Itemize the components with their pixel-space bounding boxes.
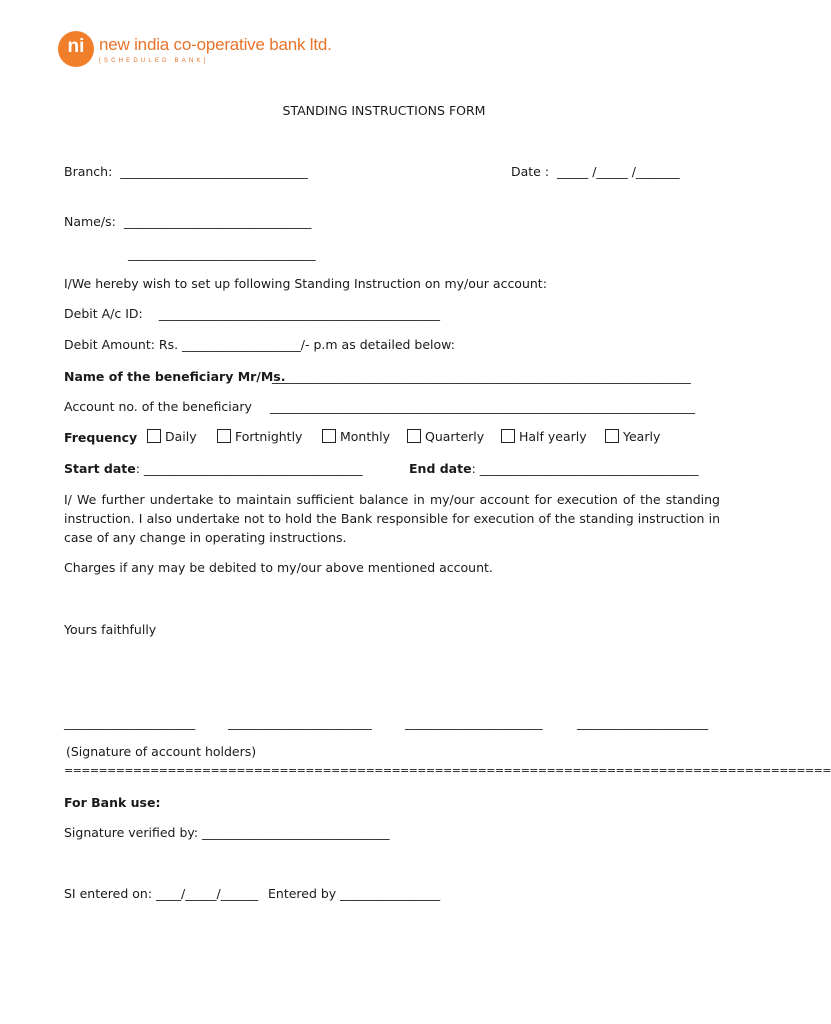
names-field-1[interactable]: ______________________________	[123, 214, 312, 229]
branch-field[interactable]: ______________________________	[120, 164, 308, 179]
debit-id-field[interactable]: _____________________________________________	[158, 306, 440, 321]
undertaking-text: I/ We further undertake to maintain sufficient balance in my/our account for execution of the standing instruction. I also undertake not to hold the Bank responsible for execution of the standing instruction in case of any change in operating instructions.	[64, 492, 720, 545]
beneficiary-name-row	[64, 369, 286, 384]
checkbox-yearly[interactable]	[605, 429, 619, 443]
signature-caption: (Signature of account holders)	[66, 744, 257, 759]
frequency-option-daily[interactable]	[147, 429, 197, 444]
names-label: Name/s:	[64, 214, 116, 229]
intro-text: I/We hereby wish to set up following Standing Instruction on my/our account:	[64, 276, 547, 291]
date-field[interactable]: _____ /_____ /_______	[557, 164, 680, 179]
end-date-field[interactable]: : ___________________________________	[471, 461, 699, 476]
end-date-label: End date	[409, 461, 472, 476]
frequency-half-yearly-label: Half yearly	[519, 429, 587, 444]
date-row	[511, 164, 680, 179]
frequency-yearly-label: Yearly	[623, 429, 661, 444]
frequency-daily-label: Daily	[165, 429, 197, 444]
signature-field-2[interactable]: _______________________	[228, 715, 372, 730]
frequency-option-fortnightly[interactable]	[217, 429, 302, 444]
debit-id-row	[64, 306, 440, 321]
debit-id-label: Debit A/c ID:	[64, 306, 143, 321]
checkbox-fortnightly[interactable]	[217, 429, 231, 443]
frequency-option-monthly[interactable]	[322, 429, 390, 444]
charges-text: Charges if any may be debited to my/our above mentioned account.	[64, 560, 493, 575]
frequency-option-yearly[interactable]	[605, 429, 660, 444]
branch-row	[64, 164, 308, 179]
signature-field-3[interactable]: ______________________	[405, 715, 543, 730]
signature-field-1[interactable]: _____________________	[64, 715, 196, 730]
beneficiary-name-field[interactable]: ___________________________________________________________________	[272, 369, 691, 384]
checkbox-half-yearly[interactable]	[501, 429, 515, 443]
bank-subtitle: [SCHEDULED BANK]	[99, 58, 209, 64]
bank-use-label: For Bank use:	[64, 795, 161, 810]
frequency-option-half-yearly[interactable]	[501, 429, 587, 444]
start-date-field[interactable]: : ___________________________________	[135, 461, 363, 476]
frequency-label: Frequency	[64, 430, 138, 445]
names-field-2[interactable]: ______________________________	[128, 246, 316, 261]
end-date-row	[409, 461, 699, 476]
bank-name: new india co-operative bank ltd.	[99, 35, 332, 54]
bank-logo-icon	[58, 31, 94, 67]
frequency-fortnightly-label: Fortnightly	[235, 429, 303, 444]
date-label: Date :	[511, 164, 550, 179]
checkbox-quarterly[interactable]	[407, 429, 421, 443]
frequency-quarterly-label: Quarterly	[425, 429, 485, 444]
checkbox-daily[interactable]	[147, 429, 161, 443]
start-date-row	[64, 461, 363, 476]
checkbox-monthly[interactable]	[322, 429, 336, 443]
si-entered-field[interactable]: SI entered on: ____/_____/______	[64, 886, 259, 901]
beneficiary-account-field[interactable]: ____________________________________________________________________	[270, 399, 695, 414]
beneficiary-name-label: Name of the beneficiary Mr/Ms.	[64, 369, 286, 384]
signature-verified-field[interactable]: Signature verified by: ______________________________	[64, 825, 390, 840]
debit-amount-field[interactable]: Debit Amount: Rs. ___________________/- p.m as detailed below:	[64, 337, 455, 352]
start-date-label: Start date	[64, 461, 136, 476]
entered-by-field[interactable]: Entered by ________________	[268, 886, 441, 901]
signature-field-4[interactable]: _____________________	[577, 715, 709, 730]
frequency-monthly-label: Monthly	[340, 429, 391, 444]
closing-text: Yours faithfully	[64, 622, 157, 637]
beneficiary-account-label: Account no. of the beneficiary	[64, 399, 252, 414]
form-title: STANDING INSTRUCTIONS FORM	[282, 103, 486, 118]
branch-label: Branch:	[64, 164, 113, 179]
frequency-option-quarterly[interactable]	[407, 429, 484, 444]
separator-line: =========================================================================================	[64, 764, 831, 777]
logo-letters: ni	[67, 36, 85, 57]
names-row	[64, 214, 311, 229]
